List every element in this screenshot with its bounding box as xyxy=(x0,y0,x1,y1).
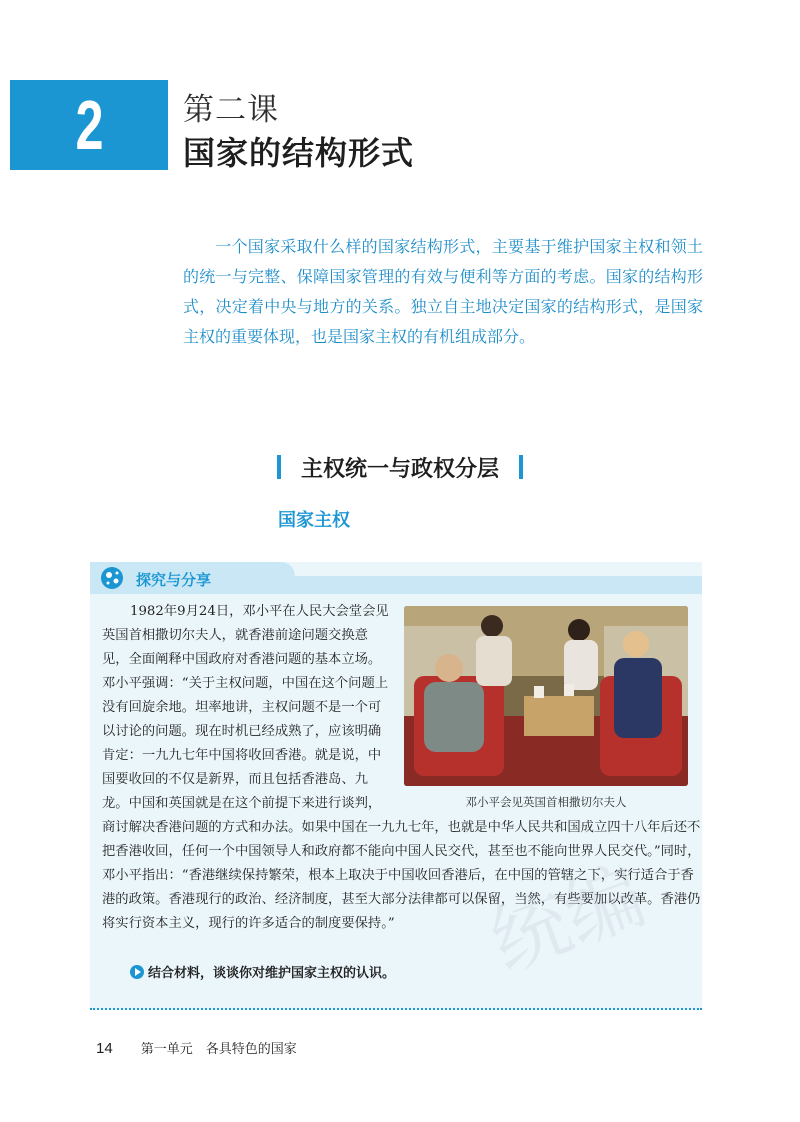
section-title: 主权统一与政权分层 xyxy=(300,456,499,482)
section-bar-left xyxy=(277,455,281,479)
discussion-question xyxy=(130,962,395,981)
photo-figure xyxy=(404,606,688,814)
meeting-photo xyxy=(404,606,688,786)
lesson-title: 国家的结构形式 xyxy=(183,134,415,172)
case-passage xyxy=(102,600,702,936)
explore-title: 探究与分享 xyxy=(136,571,212,589)
intro-paragraph xyxy=(183,232,703,352)
arrow-right-icon xyxy=(130,965,144,979)
intro-text: 一个国家采取什么样的国家结构形式，主要基于维护国家主权和领土的统一与完整、保障国家管理的有效与便利等方面的考虑。国家的结构形式，决定着中央与地方的关系。独立自主地决定国家的结构形式，是国家主权的重要体现，也是国家主权的有机组成部分。 xyxy=(183,237,703,346)
page-number: 14 xyxy=(96,1040,113,1057)
photo-caption: 邓小平会见英国首相撒切尔夫人 xyxy=(465,795,627,809)
explore-globe-icon xyxy=(100,566,124,590)
lesson-number-badge xyxy=(10,80,168,170)
case-text: 1982年9月24日，邓小平在人民大会堂会见英国首相撒切尔夫人，就香港前途问题交换意见，全面阐释中国政府对香港问题的基本立场。邓小平强调：“关于主权问题，中国在这个问题上没有回旋余地。坦率地讲，主权问题不是一个可以讨论的问题。现在时机已经成熟了，应该明确肯定：一九九七年中国将收回香港。就是说，中国要收回的不仅是新界，而且包括香港岛、九龙。中国和英国就是在这个前提下来进行谈判，商讨解决香港问题的方式和办法。如果中国在一九九七年，也就是中华人民共和国成立四十八年后还不把香港收回，任何一个中国领导人和政府都不能向中国人民交代，甚至也不能向世界人民交代。”同时，邓小平指出：“香港继续保持繁荣，根本上取决于中国收回香港后，在中国的管辖之下，实行适合于香港的政策。香港现行的政治、经济制度，甚至大部分法律都可以保留，当然，有些要加以改革。香港仍将实行资本主义，现行的许多适合的制度要保持。” xyxy=(102,604,701,931)
lesson-number: 2 xyxy=(74,86,104,164)
explore-share-box xyxy=(90,562,702,1010)
explore-tab xyxy=(90,562,295,594)
section-bar-right xyxy=(519,455,523,479)
unit-label: 第一单元 各具特色的国家 xyxy=(140,1042,297,1057)
subsection-title: 国家主权 xyxy=(278,510,350,531)
lesson-label: 第二课 xyxy=(183,92,279,128)
section-heading xyxy=(255,450,545,484)
page-footer xyxy=(96,1038,297,1057)
question-text: 结合材料，谈谈你对维护国家主权的认识。 xyxy=(148,966,396,981)
